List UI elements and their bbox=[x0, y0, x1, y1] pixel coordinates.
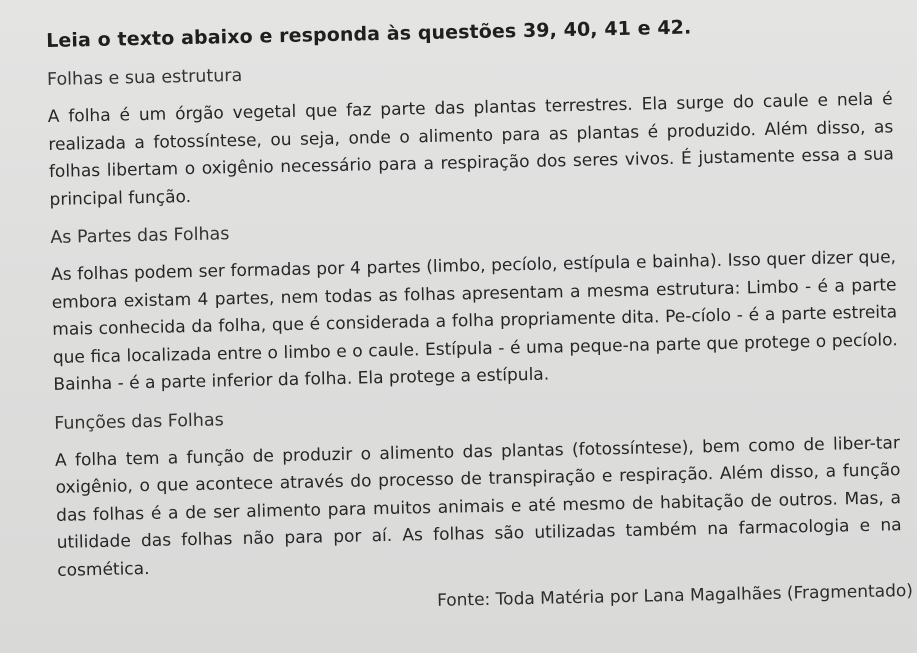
section-title-parts: As Partes das Folhas bbox=[50, 224, 230, 248]
section-title-functions: Funções das Folhas bbox=[54, 409, 224, 434]
paragraph-structure: A folha é um órgão vegetal que faz parte das plantas terrestres. Ela surge do caule e nela é realizada a fotossíntese, ou seja, onde o alimento para as plantas é produzido. Além disso, as folhas libertam o oxigênio necessário para a respiração dos seres vivos. É justamente essa a sua principal função. bbox=[47, 89, 894, 210]
document-content bbox=[46, 12, 917, 619]
section-title-structure: Folhas e sua estrutura bbox=[46, 65, 243, 90]
source-citation: Fonte: Toda Matéria por Lana Magalhães (Fragmentado) bbox=[436, 580, 914, 611]
paragraph-functions: A folha tem a função de produzir o alimento das plantas (fotossíntese), bem como de liber-tar oxigênio, o que acontece através do processo de transpiração e respiração. Além disso, a função das folhas é a de ser alimento para muitos animais e até mesmo de habitação de outros. Mas, a utilidade das folhas não para por aí. As folhas são utilizadas também na farmacologia e na cosmética. bbox=[54, 432, 902, 581]
instruction-heading: Leia o texto abaixo e responda às questões 39, 40, 41 e 42. bbox=[46, 16, 692, 52]
paragraph-parts: As folhas podem ser formadas por 4 partes (limbo, pecíolo, estípula e bainha). Isso quer dizer que, embora existam 4 partes, nem todas as folhas apresentam a mesma estrutura: Limbo - é a parte mais conhecida da folha, que é considerada a folha propriamente dita. Pe-cíolo - é a parte estreita que fica localizada entre o limbo e o caule. Estípula - é uma peque-na parte que protege o pecíolo. Bainha - é a parte inferior da folha. Ela protege a estípula. bbox=[50, 247, 898, 395]
